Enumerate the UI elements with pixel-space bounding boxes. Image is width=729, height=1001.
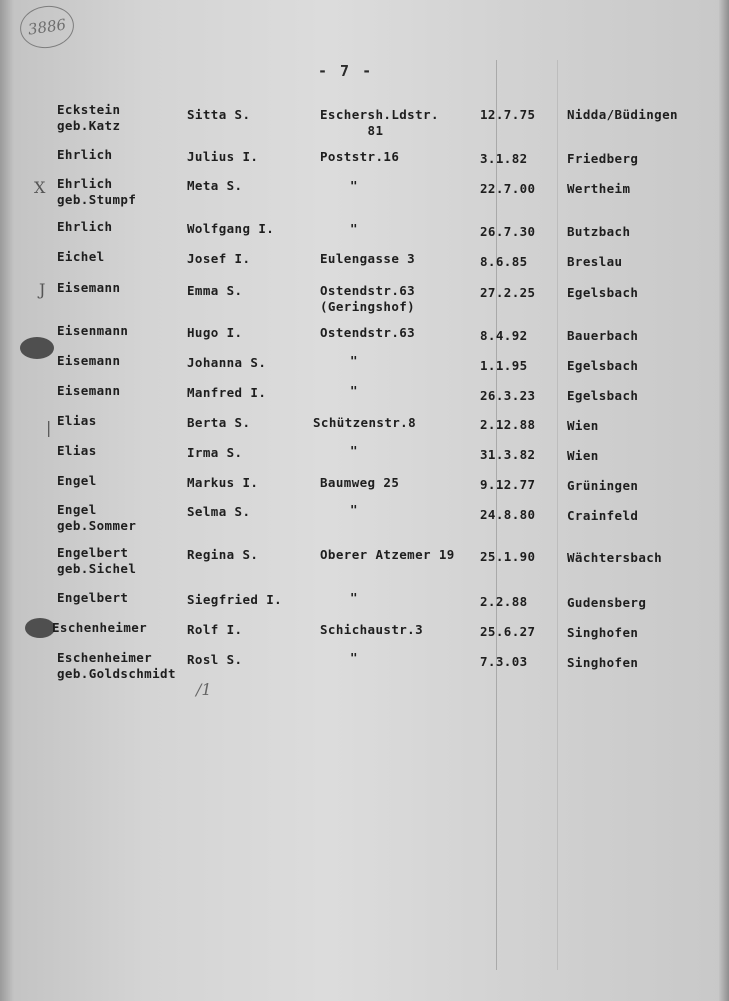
entry-birth-place: Friedberg [567,151,639,166]
entry-birth-place: Egelsbach [567,358,639,373]
entry-first-name: Josef I. [187,251,251,266]
entry-surname: Ehrlich [57,147,113,162]
entry-surname: Engelbert [57,590,129,605]
entry-surname: Eschenheimer [52,620,148,635]
entry-address: " [350,178,358,193]
entry-birth-date: 1.1.95 [480,358,528,373]
entry-surname: Ehrlich geb.Stumpf [57,176,137,207]
ink-blot [25,618,55,638]
entry-first-name: Wolfgang I. [187,221,275,236]
entry-surname: Eschenheimer geb.Goldschmidt [57,650,176,681]
entry-address: " [350,383,358,398]
entry-address: " [350,502,358,517]
entry-address: Schützenstr.8 [313,415,417,430]
entry-birth-place: Egelsbach [567,388,639,403]
margin-tick-mark: X [34,178,46,197]
entry-first-name: Siegfried I. [187,592,283,607]
entry-surname: Ehrlich [57,219,113,234]
entry-surname: Elias [57,413,97,428]
entry-first-name: Selma S. [187,504,251,519]
entry-address: Schichaustr.3 [320,622,424,637]
entry-birth-place: Breslau [567,254,623,269]
entry-birth-place: Wien [567,448,599,463]
entry-birth-date: 25.6.27 [480,624,536,639]
entry-birth-place: Bauerbach [567,328,639,343]
page-number: - 7 - [318,62,374,80]
archive-number-stamp: 3886 [17,2,76,51]
entry-address: " [350,650,358,665]
entry-surname: Eisenmann [57,323,129,338]
entry-birth-date: 22.7.00 [480,181,536,196]
entry-birth-place: Grüningen [567,478,639,493]
entry-birth-place: Wien [567,418,599,433]
entry-address: Poststr.16 [320,149,400,164]
entry-first-name: Manfred I. [187,385,267,400]
entry-address: Eulengasse 3 [320,251,416,266]
entry-first-name: Meta S. [187,178,243,193]
entry-first-name: Rosl S. [187,652,243,667]
ink-blot [20,337,54,359]
entry-first-name: Julius I. [187,149,259,164]
entry-first-name: Hugo I. [187,325,243,340]
entry-surname: Engel [57,473,97,488]
entry-birth-place: Singhofen [567,625,639,640]
entry-first-name: Markus I. [187,475,259,490]
entry-surname: Eisemann [57,353,121,368]
entry-address: " [350,590,358,605]
entry-birth-date: 25.1.90 [480,549,536,564]
entry-birth-place: Nidda/Büdingen [567,107,678,122]
entry-birth-date: 2.2.88 [480,594,528,609]
entry-address: Ostendstr.63 (Geringshof) [320,283,416,314]
margin-tick-mark: | [46,418,52,437]
scan-edge-right [719,0,729,1001]
entry-surname: Eisemann [57,280,121,295]
entry-birth-place: Egelsbach [567,285,639,300]
entry-birth-date: 27.2.25 [480,285,536,300]
entry-surname: Engelbert geb.Sichel [57,545,137,576]
entry-first-name: Berta S. [187,415,251,430]
entry-address: " [350,353,358,368]
entry-address: Ostendstr.63 [320,325,416,340]
margin-tick-mark: J [39,280,46,299]
entry-birth-place: Wächtersbach [567,550,663,565]
entry-surname: Eckstein geb.Katz [57,102,121,133]
entry-surname: Eichel [57,249,105,264]
entry-address: Oberer Atzemer 19 [320,547,455,562]
entry-address: Baumweg 25 [320,475,400,490]
entry-birth-date: 9.12.77 [480,477,536,492]
entry-birth-date: 8.6.85 [480,254,528,269]
column-rule [557,60,558,970]
entry-birth-date: 8.4.92 [480,328,528,343]
entry-birth-date: 2.12.88 [480,417,536,432]
entry-first-name: Sitta S. [187,107,251,122]
entry-birth-date: 7.3.03 [480,654,528,669]
entry-birth-date: 31.3.82 [480,447,536,462]
entry-first-name: Irma S. [187,445,243,460]
entry-birth-place: Singhofen [567,655,639,670]
entry-birth-date: 24.8.80 [480,507,536,522]
entry-first-name: Regina S. [187,547,259,562]
entry-surname: Engel geb.Sommer [57,502,137,533]
entry-surname: Eisemann [57,383,121,398]
entry-birth-date: 26.3.23 [480,388,536,403]
entry-birth-place: Butzbach [567,224,631,239]
entry-birth-place: Gudensberg [567,595,647,610]
entry-first-name: Johanna S. [187,355,267,370]
entry-address: Eschersh.Ldstr. 81 [320,107,439,138]
entry-birth-place: Wertheim [567,181,631,196]
entry-first-name: Emma S. [187,283,243,298]
entry-birth-date: 12.7.75 [480,107,536,122]
entry-surname: Elias [57,443,97,458]
entry-first-name: Rolf I. [187,622,243,637]
entry-birth-place: Crainfeld [567,508,639,523]
entry-address: " [350,443,358,458]
entry-birth-date: 3.1.82 [480,151,528,166]
entry-birth-date: 26.7.30 [480,224,536,239]
scan-edge-left [0,0,14,1001]
pencil-annotation: /1 [196,680,212,699]
entry-address: " [350,221,358,236]
